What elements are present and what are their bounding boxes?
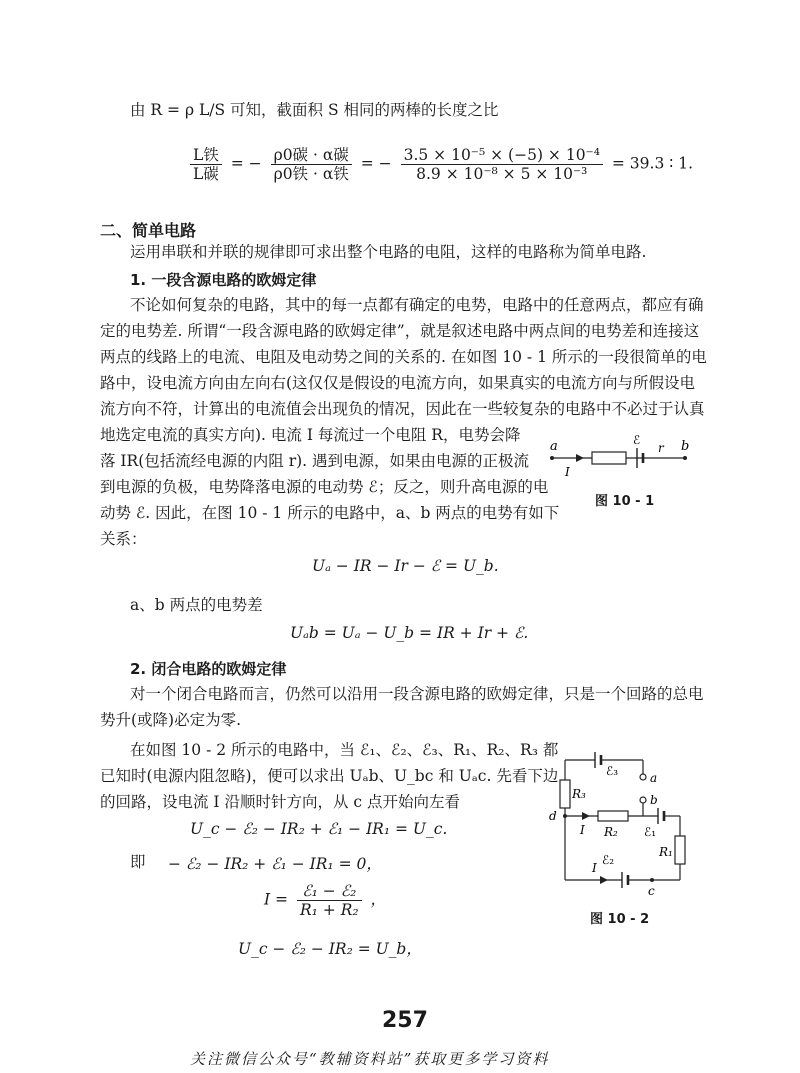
fig2-label-i-bottom: I <box>592 861 597 875</box>
fig2-node-c <box>650 878 654 882</box>
fig2-label-r3: R₃ <box>572 787 586 801</box>
fig2-label-a: a <box>650 771 658 785</box>
fraction-numeric: $\frac{\text{3.5 × 10⁻⁵ × (−5) × 10⁻⁴}}{\text{8.9 × 10⁻⁸ × 5 × 10⁻³}}$ <box>401 146 603 183</box>
subsection-title-1: 1. 一段含源电路的欧姆定律 <box>130 271 317 289</box>
para1-line-8: 动势 ℰ. 因此，在图 10 - 1 所示的电路中，a、b 两点的电势有如下 <box>100 504 560 522</box>
para2-line-0: 对一个闭合电路而言，仍然可以沿用一段含源电路的欧姆定律，只是一个回路的总电 <box>130 685 704 703</box>
equation-uab: Uₐb = Uₐ − U_b = IR + Ir + ℰ. <box>290 624 529 642</box>
fig2-resistor-r1 <box>675 836 685 864</box>
intro-line: 由 R = ρ L/S 可知，截面积 S 相同的两棒的长度之比 <box>130 101 499 119</box>
fig1-label-emf: ℰ <box>633 433 641 447</box>
para1-line-1: 定的电势差. 所谓“一段含源电路的欧姆定律”，就是叙述电路中两点间的电势差和连接这 <box>100 322 700 340</box>
para1-line-6: 落 IR(包括流经电源的内阻 r). 遇到电源，如果由电源的正极流 <box>100 452 530 470</box>
subsection-title-2: 2. 闭合电路的欧姆定律 <box>130 660 287 678</box>
equation-current: I = $\frac{\text{ℰ₁ − ℰ₂}}{\text{R₁ + R₂}}$ ， <box>264 882 387 919</box>
equation-potential-drop: Uₐ − IR − Ir − ℰ = U_b. <box>312 557 499 575</box>
fig2-current-arrow-mid <box>582 812 590 820</box>
fig1-label-b: b <box>681 439 690 454</box>
fig2-resistor-r3 <box>560 780 570 808</box>
fig2-terminal-b <box>640 797 646 803</box>
fig2-label-r2: R₂ <box>604 825 618 839</box>
equation-loop-zero: − ℰ₂ − IR₂ + ℰ₁ − IR₁ = 0， <box>168 855 382 873</box>
fraction-resistivity-ratio: $\frac{\text{ρ0碳 · α碳}}{\text{ρ0铁 · α铁}}$ <box>271 146 352 183</box>
fig2-terminal-a <box>640 774 646 780</box>
equation-ub: U_c − ℰ₂ − IR₂ = U_b， <box>238 940 422 958</box>
fig2-current-arrow-bottom <box>600 876 608 884</box>
fig1-resistor <box>592 452 626 464</box>
fig1-label-i: I <box>565 465 570 479</box>
fig2-label-e2: ℰ₂ <box>602 853 615 867</box>
fraction-current: $\frac{\text{ℰ₁ − ℰ₂}}{\text{R₁ + R₂}}$ <box>297 882 362 919</box>
fig2-label-d: d <box>549 809 557 823</box>
footer-promo: 关注微信公众号“教辅资料站”获取更多学习资料 <box>190 1050 550 1068</box>
fig1-label-a: a <box>550 439 558 454</box>
fig1-node-b <box>683 456 687 460</box>
section-title: 二、简单电路 <box>100 221 197 240</box>
para3-line-2: 的回路，设电流 I 沿顺时针方向，从 c 点开始向左看 <box>100 793 461 811</box>
fig2-label-e3: ℰ₃ <box>606 764 619 778</box>
fig2-label-r1: R₁ <box>659 845 673 859</box>
para1-line-7: 到电源的负极，电势降落电源的电动势 ℰ；反之，则升高电源的电 <box>100 478 549 496</box>
equation-loop: U_c − ℰ₂ − IR₂ + ℰ₁ − IR₁ = U_c. <box>190 820 448 838</box>
ratio-equation: $\frac{\text{L铁}}{\text{L碳}}$ = − $\frac{\text{ρ0碳 · α碳}}{\text{ρ0铁 · α铁}}$ = − $\frac{\text{3.5 × 10⁻⁵ × (−5) × 10⁻⁴}}{\text{8.9 × 10⁻⁸ × 5 × 10⁻³}}$ = 39.3 ∶ 1. <box>186 146 693 183</box>
fig2-label-i-mid: I <box>580 823 585 837</box>
para1-line-3: 路中，设电流方向由左向右(这仅仅是假设的电流方向，如果真实的电流方向与所假设电 <box>100 374 696 392</box>
para2-line-1: 势升(或降)必定为零. <box>100 711 242 729</box>
para1-line-2: 两点的线路上的电流、电阻及电动势之间的关系的. 在如图 10 - 1 所示的一段很简单的电 <box>100 348 707 366</box>
para1-line-4: 流方向不符，计算出的电流值会出现负的情况，因此在一些较复杂的电路中不必过于认真 <box>100 400 705 418</box>
para3-line-0: 在如图 10 - 2 所示的电路中，当 ℰ₁、ℰ₂、ℰ₃、R₁、R₂、R₃ 都 <box>130 741 559 759</box>
para1-line-9: 关系： <box>100 530 147 548</box>
section-intro: 运用串联和并联的规律即可求出整个电路的电阻，这样的电路称为简单电路. <box>130 243 647 261</box>
fraction-length-ratio: $\frac{\text{L铁}}{\text{L碳}}$ <box>190 146 222 183</box>
fig2-label-b: b <box>650 793 658 807</box>
fig2-resistor-r2 <box>598 811 628 821</box>
fig1-label-r: r <box>658 441 664 455</box>
fig1-current-arrow <box>576 454 584 462</box>
para1-line-5: 地选定电流的真实方向). 电流 I 每流过一个电阻 R，电势会降 <box>100 426 521 444</box>
figure-10-1-caption: 图 10 - 1 <box>595 494 655 509</box>
uab-intro: a、b 两点的电势差 <box>130 596 263 614</box>
equation-4-prefix: 即 <box>130 853 146 871</box>
para1-line-0: 不论如何复杂的电路，其中的每一点都有确定的电势，电路中的任意两点，都应有确 <box>130 296 704 314</box>
figure-10-2-diagram <box>540 740 700 900</box>
fig2-label-e1: ℰ₁ <box>644 825 657 839</box>
para3-line-1: 已知时(电源内阻忽略)，便可以求出 Uₐb、U_bc 和 Uₐc. 先看下边 <box>100 767 559 785</box>
page-number: 257 <box>382 1008 428 1033</box>
fig1-node-a <box>550 456 554 460</box>
fig2-label-c: c <box>648 884 655 898</box>
figure-10-2-caption: 图 10 - 2 <box>590 912 650 927</box>
